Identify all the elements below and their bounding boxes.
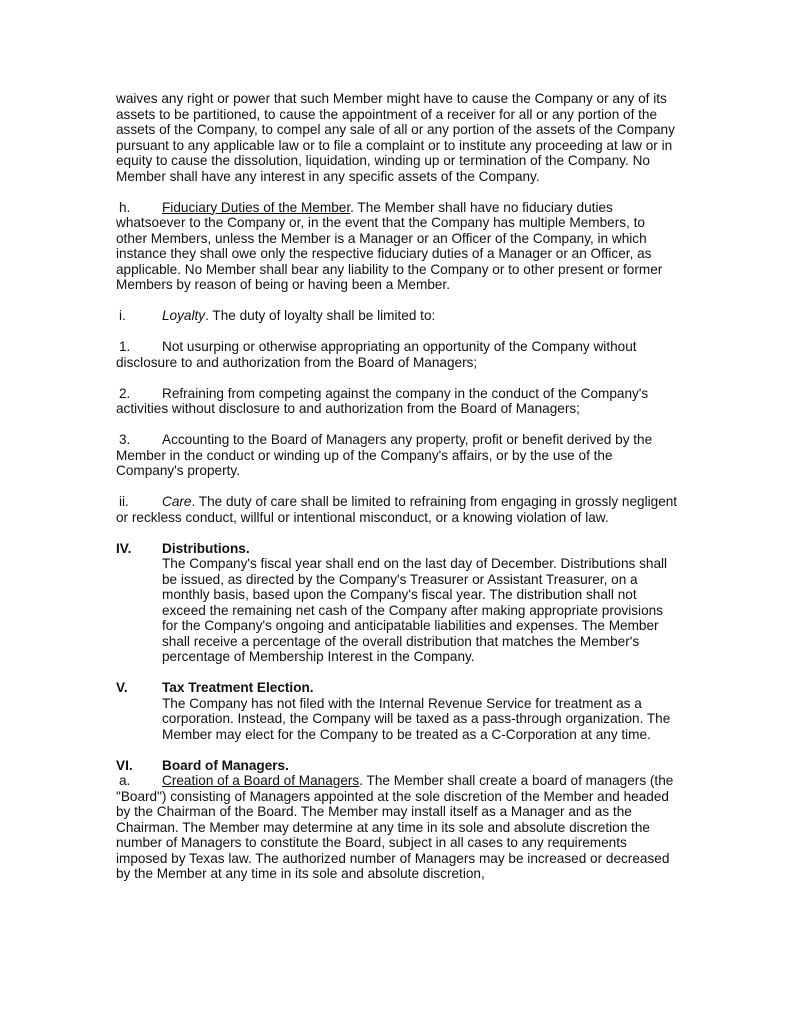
paragraph-ii-heading: Care <box>162 494 192 509</box>
list-item-3-text: Accounting to the Board of Managers any property, profit or benefit derived by the Member in the conduct or winding up of the Company's affairs, or by the use of the Company's property. <box>116 432 653 478</box>
section-4-body: The Company's fiscal year shall end on the last day of December. Distributions shall be issued, as directed by the Company's Treasurer or Assistant Treasurer, on a monthly basis, based upon the Company's fiscal year. The distribution shall not exceed the remaining net cash of the Company after making appropriate provisions for the Company's ongoing and anticipatable liabilities and expenses. The Member shall receive a percentage of the overall distribution that matches the Member's percentage of Membership Interest in the Company. <box>162 556 668 664</box>
document-page <box>116 91 678 897</box>
section-6-title: Board of Managers. <box>162 757 289 773</box>
list-item-3 <box>116 432 678 479</box>
list-item-1-marker: 1. <box>119 339 131 354</box>
paragraph-i <box>116 308 678 324</box>
section-5-heading <box>116 680 678 696</box>
section-4-title: Distributions. <box>162 540 250 556</box>
section-6-number: VI. <box>116 757 133 773</box>
list-item-2 <box>116 386 678 417</box>
paragraph-i-text: . The duty of loyalty shall be limited to: <box>205 308 436 323</box>
section-5-title: Tax Treatment Election. <box>162 680 314 695</box>
section-6-heading <box>116 758 678 774</box>
paragraph-h-marker: h. <box>119 199 131 215</box>
list-item-2-text: Refraining from competing against the company in the conduct of the Company's activities without disclosure to and authorization from the Board of Managers; <box>116 385 649 416</box>
paragraph-i-marker: i. <box>119 308 126 323</box>
paragraph-h <box>116 200 678 293</box>
paragraph-i-heading: Loyalty <box>162 308 206 323</box>
section-6-a-text: . The Member shall create a board of managers (the "Board") consisting of Managers appointed at the sole discretion of the Member and headed by the Chairman of the Board. The Member may install itself as a Manager and as the Chairman. The Member may determine at any time in its sole and absolute discretion the number of Managers to constitute the Board, subject in all cases to any requirements imposed by Texas law. The authorized number of Managers may be increased or decreased by the Member at any time in its sole and absolute discretion, <box>116 773 674 881</box>
list-item-1 <box>116 339 678 370</box>
paragraph-h-heading: Fiduciary Duties of the Member <box>162 199 351 215</box>
section-6-paragraph-a <box>116 773 678 882</box>
list-item-3-marker: 3. <box>119 432 131 447</box>
list-item-1-text: Not usurping or otherwise appropriating an opportunity of the Company without disclosure to and authorization from the Board of Managers; <box>116 339 637 370</box>
list-item-2-marker: 2. <box>119 385 131 401</box>
section-5-body: The Company has not filed with the Internal Revenue Service for treatment as a corporation. Instead, the Company will be taxed as a pass-through organization. The Member may elect for the Company to be treated as a C-Corporation at any time. <box>162 695 671 742</box>
paragraph-ii <box>116 494 678 525</box>
section-4-number: IV. <box>116 540 132 556</box>
paragraph-h-text: . The Member shall have no fiduciary duties whatsoever to the Company or, in the event that the Company has multiple Members, to other Members, unless the Member is a Manager or an Officer of the Company, in which instance they shall owe only the respective fiduciary duties of a Manager or an Officer, as applicable. No Member shall bear any liability to the Company or to other present or former Members by reason of being or having been a Member. <box>116 199 663 292</box>
section-5-number: V. <box>116 680 128 695</box>
section-6-a-heading: Creation of a Board of Managers <box>162 773 360 788</box>
section-4-heading <box>116 541 678 557</box>
paragraph-ii-marker: ii. <box>119 494 129 509</box>
intro-paragraph: waives any right or power that such Member might have to cause the Company or any of its assets to be partitioned, to cause the appointment of a receiver for all or any portion of the assets of the Company, to compel any sale of all or any portion of the assets of the Company pursuant to any applicable law or to file a complaint or to institute any proceeding at law or in equity to cause the dissolution, liquidation, winding up or termination of the Company. No Member shall have any interest in any specific assets of the Company. <box>116 91 675 184</box>
section-6-a-marker: a. <box>119 773 131 788</box>
paragraph-ii-text: . The duty of care shall be limited to refraining from engaging in grossly negligent or reckless conduct, willful or intentional misconduct, or a knowing violation of law. <box>116 494 678 525</box>
